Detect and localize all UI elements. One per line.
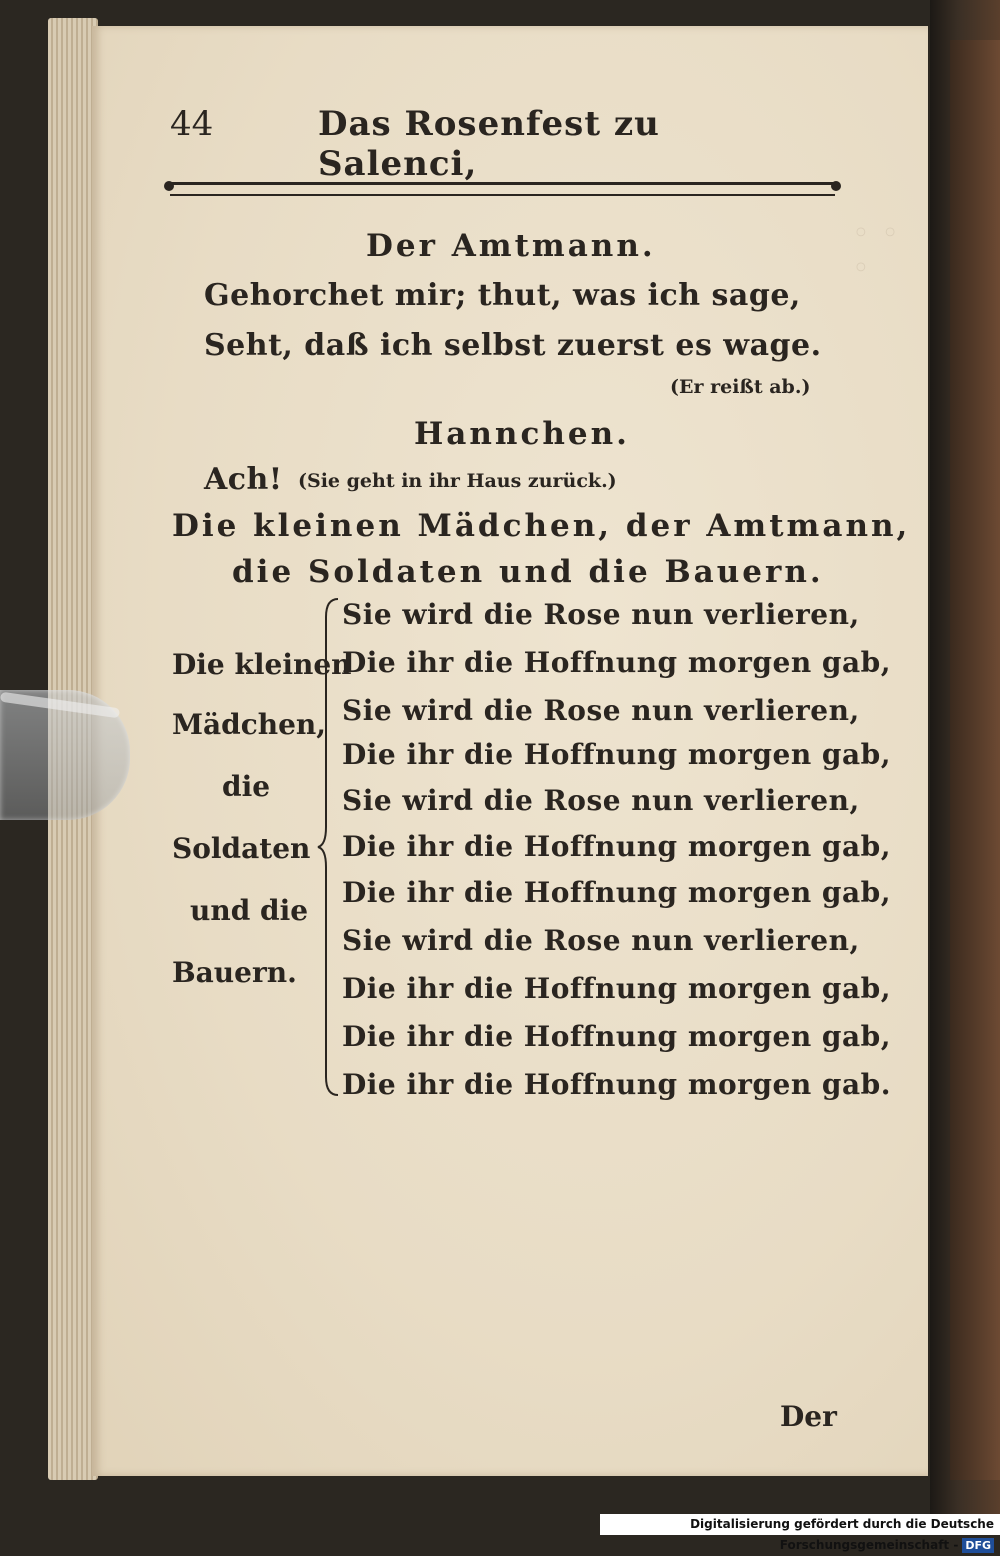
page-number: 44 <box>170 104 214 144</box>
chorus-line-9: Die ihr die Hoffnung morgen gab, <box>342 972 891 1005</box>
chorus-line-10: Die ihr die Hoffnung morgen gab, <box>342 1020 891 1053</box>
group-heading-line-2: die Soldaten und die Bauern. <box>232 554 824 590</box>
chorus-brace <box>316 597 340 1097</box>
chorus-label-5: und die <box>190 894 309 927</box>
stage-direction-2: (Sie geht in ihr Haus zurück.) <box>298 470 617 492</box>
chorus-line-2: Die ihr die Hoffnung morgen gab, <box>342 646 891 679</box>
chorus-label-1: Die kleinen <box>172 648 352 681</box>
chorus-line-5: Sie wird die Rose nun verlieren, <box>342 784 860 817</box>
chorus-line-7: Die ihr die Hoffnung morgen gab, <box>342 876 891 909</box>
dfg-logo: DFG <box>962 1538 994 1553</box>
footer-text: Digitalisierung gefördert durch die Deutsche Forschungsgemeinschaft - <box>690 1517 994 1552</box>
chorus-line-4: Die ihr die Hoffnung morgen gab, <box>342 738 891 771</box>
chorus-label-3: die <box>222 770 271 803</box>
group-heading-line-1: Die kleinen Mädchen, der Amtmann, <box>172 508 911 544</box>
verse-line-2: Seht, daß ich selbst zuerst es wage. <box>204 328 822 363</box>
chorus-label-4: Soldaten <box>172 832 311 865</box>
chorus-line-8: Sie wird die Rose nun verlieren, <box>342 924 860 957</box>
header-rule <box>170 182 835 196</box>
page-header <box>170 104 730 184</box>
bleed-through: ◦ ◦ ◦ <box>852 216 900 286</box>
chorus-label-6: Bauern. <box>172 956 297 989</box>
stage-direction-1: (Er reißt ab.) <box>670 376 811 398</box>
chorus-line-6: Die ihr die Hoffnung morgen gab, <box>342 830 891 863</box>
chorus-label-2: Mädchen, <box>172 708 327 741</box>
chorus-line-3: Sie wird die Rose nun verlieren, <box>342 694 860 727</box>
verse-line-1: Gehorchet mir; thut, was ich sage, <box>204 278 801 313</box>
catchword: Der <box>780 1400 837 1433</box>
book-cover-edge <box>950 40 1000 1480</box>
chorus-line-11: Die ihr die Hoffnung morgen gab. <box>342 1068 891 1101</box>
chorus-line-1: Sie wird die Rose nun verlieren, <box>342 598 860 631</box>
running-title: Das Rosenfest zu Salenci, <box>318 104 660 184</box>
speaker-amtmann: Der Amtmann. <box>366 228 656 264</box>
verse-line-3: Ach! <box>204 462 283 497</box>
dfg-funding-footer <box>600 1514 1000 1552</box>
speaker-hannchen: Hannchen. <box>414 416 630 452</box>
